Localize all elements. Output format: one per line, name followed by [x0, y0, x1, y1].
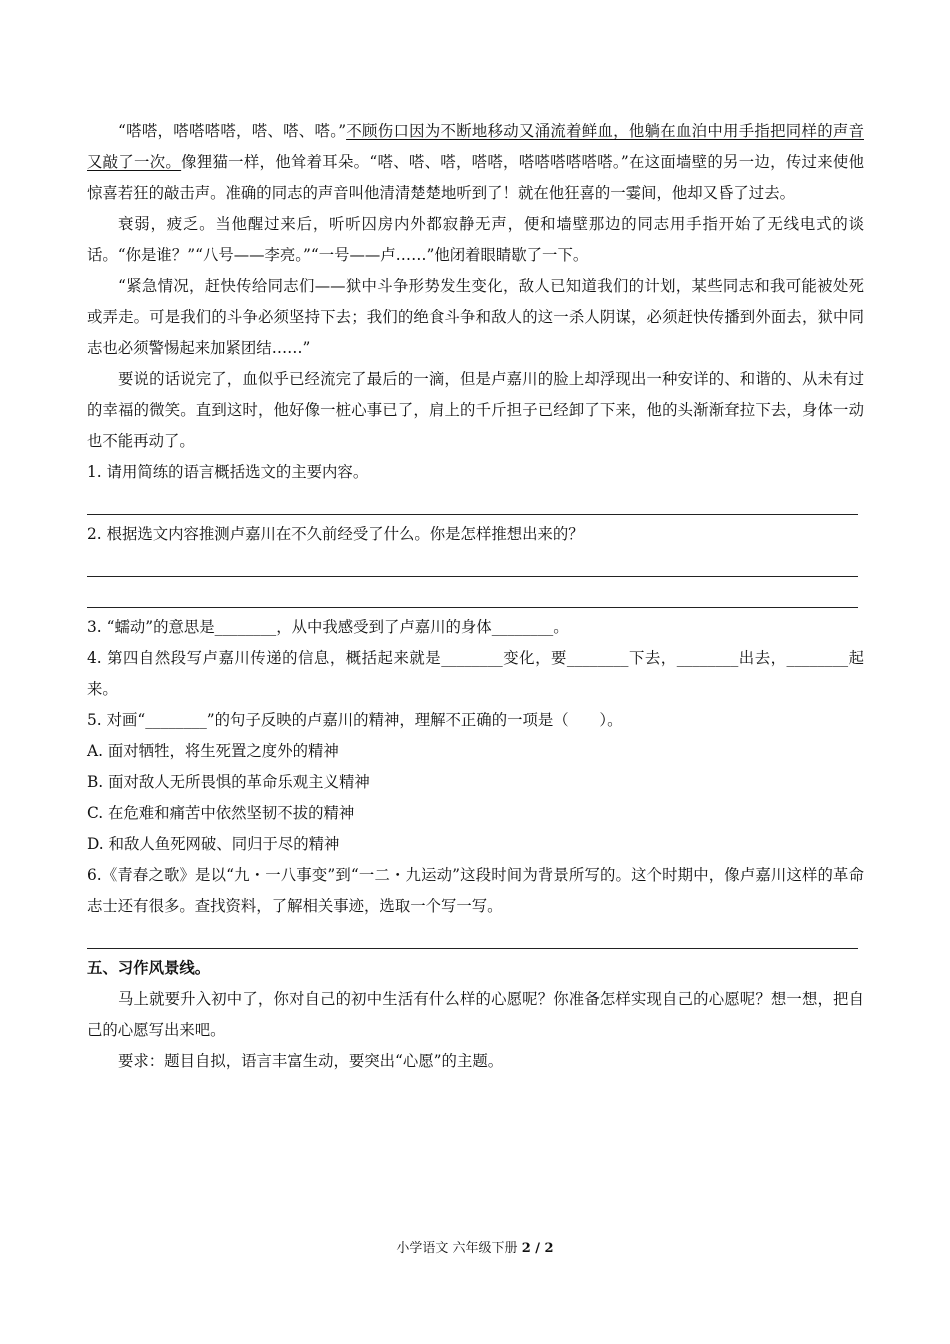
passage-paragraph-2: 衰弱，疲乏。当他醒过来后，听听囚房内外都寂静无声，便和墙壁那边的同志用手指开始了无线电式的谈话。“你是谁？”“八号——李亮。”“一号——卢……”他闭着眼睛歇了一下。 [87, 215, 864, 264]
option-a: A. 面对牺牲，将生死置之度外的精神 [87, 742, 339, 760]
passage-paragraph-3: “紧急情况，赶快传给同志们——狱中斗争形势发生变化，敌人已知道我们的计划，某些同志和我可能被处死或弄走。可是我们的斗争必须坚持下去；我们的绝食斗争和敌人的这一杀人阴谋，必须赶快传播到外面去，狱中同志也必须警惕起来加紧团结……” [87, 277, 864, 357]
question-5: 5. 对画“________”的句子反映的卢嘉川的精神，理解不正确的一项是（ ）。 [87, 711, 623, 729]
question-4: 4. 第四自然段写卢嘉川传递的信息，概括起来就是________变化，要________下去，________出去，________起来。 [87, 649, 864, 698]
writing-requirement: 要求：题目自拟，语言丰富生动，要突出“心愿”的主题。 [118, 1052, 504, 1070]
option-b: B. 面对敌人无所畏惧的革命乐观主义精神 [87, 773, 370, 791]
passage-text: “嗒嗒，嗒嗒嗒嗒，嗒、嗒、嗒。” [118, 122, 347, 140]
question-1: 1. 请用简练的语言概括选文的主要内容。 [87, 463, 369, 481]
option-d: D. 和敌人鱼死网破、同归于尽的精神 [87, 835, 340, 853]
answer-line[interactable] [87, 922, 864, 953]
question-2: 2. 根据选文内容推测卢嘉川在不久前经受了什么。你是怎样推想出来的？ [87, 525, 584, 543]
answer-line[interactable] [87, 581, 864, 612]
page-number: 2 / 2 [521, 1241, 554, 1256]
writing-prompt: 马上就要升入初中了，你对自己的初中生活有什么样的心愿呢？你准备怎样实现自己的心愿呢？想一想，把自己的心愿写出来吧。 [87, 990, 864, 1039]
passage-paragraph-1 [87, 116, 864, 209]
underlined-sentence: 不顾伤口因为不断地移动又涌流着鲜血，他躺在血泊中用手指把同样的声音又敲了一次。 [87, 122, 864, 171]
worksheet-page [87, 116, 864, 1077]
page-footer [0, 1240, 950, 1258]
passage-text: 像狸猫一样，他耸着耳朵。“嗒、嗒、嗒，嗒嗒，嗒嗒嗒嗒嗒嗒。”在这面墙壁的另一边，传过来使他惊喜若狂的敲击声。准确的同志的声音叫他清清楚楚地听到了！就在他狂喜的一霎间，他却又昏了过去。 [87, 153, 864, 202]
question-3: 3. “蠕动”的意思是________，从中我感受到了卢嘉川的身体________。 [87, 618, 569, 636]
passage-paragraph-4: 要说的话说完了，血似乎已经流完了最后的一滴，但是卢嘉川的脸上却浮现出一种安详的、和谐的、从未有过的幸福的微笑。直到这时，他好像一桩心事已了，肩上的千斤担子已经卸了下来，他的头渐渐耷拉下去，身体一动也不能再动了。 [87, 370, 864, 450]
option-c: C. 在危难和痛苦中依然坚韧不拔的精神 [87, 804, 355, 822]
footer-label: 小学语文 六年级下册 [396, 1241, 522, 1256]
answer-line[interactable] [87, 488, 864, 519]
question-6: 6.《青春之歌》是以“九・一八事变”到“一二・九运动”这段时间为背景所写的。这个时期中，像卢嘉川这样的革命志士还有很多。查找资料，了解相关事迹，选取一个写一写。 [87, 866, 864, 915]
answer-line[interactable] [87, 550, 864, 581]
section-heading: 五、习作风景线。 [87, 959, 211, 977]
